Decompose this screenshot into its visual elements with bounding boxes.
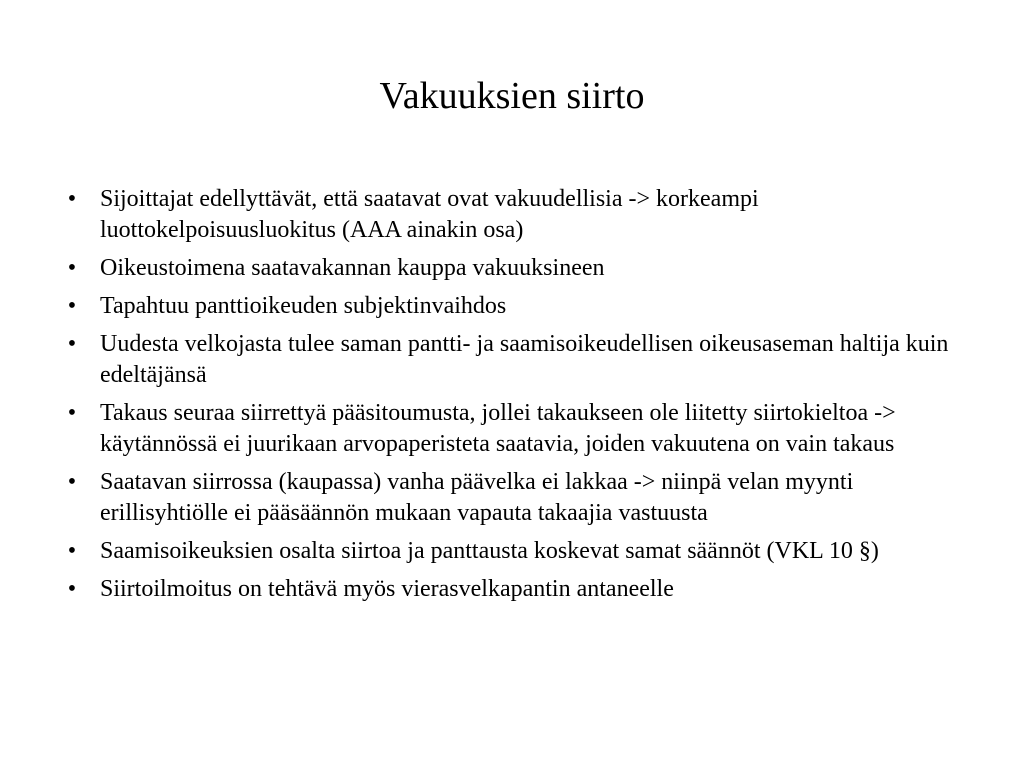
bullet-dot-icon: • [67, 331, 77, 357]
bullet-text: Tapahtuu panttioikeuden subjektinvaihdos [100, 293, 507, 319]
bullet-text: Siirtoilmoitus on tehtävä myös vierasvelkapantin antaneelle [100, 576, 674, 602]
bullet-dot-icon: • [67, 469, 77, 495]
bullet-dot-icon: • [67, 400, 77, 426]
bullet-text: Sijoittajat edellyttävät, että saatavat ovat vakuudellisia -> korkeampi luottokelpoisuusluokitus (AAA ainakin osa) [100, 186, 759, 243]
bullet-list [0, 184, 1024, 612]
bullet-dot-icon: • [67, 538, 77, 564]
slide-title: Vakuuksien siirto [379, 75, 645, 117]
bullet-item [0, 253, 1024, 284]
bullet-dot-icon: • [67, 576, 77, 602]
bullet-text: Oikeustoimena saatavakannan kauppa vakuuksineen [100, 255, 605, 281]
bullet-text: Takaus seuraa siirrettyä pääsitoumusta, jollei takaukseen ole liitetty siirtokieltoa -> käytännössä ei juurikaan arvopaperisteta saatavia, joiden vakuutena on vain takaus [100, 400, 896, 457]
bullet-item [0, 329, 1024, 391]
bullet-text: Saatavan siirrossa (kaupassa) vanha päävelka ei lakkaa -> niinpä velan myynti erillisyhtiölle ei pääsäännön mukaan vapauta takaajia vastuusta [100, 469, 854, 526]
bullet-item [0, 574, 1024, 605]
bullet-item [0, 184, 1024, 246]
bullet-text: Uudesta velkojasta tulee saman pantti- ja saamisoikeudellisen oikeusaseman haltija kuin edeltäjänsä [100, 331, 949, 388]
bullet-item [0, 398, 1024, 460]
bullet-dot-icon: • [67, 255, 77, 281]
bullet-item [0, 536, 1024, 567]
bullet-dot-icon: • [67, 293, 77, 319]
bullet-item [0, 467, 1024, 529]
bullet-text: Saamisoikeuksien osalta siirtoa ja panttausta koskevat samat säännöt (VKL 10 §) [100, 538, 879, 564]
bullet-item [0, 291, 1024, 322]
bullet-dot-icon: • [67, 186, 77, 212]
